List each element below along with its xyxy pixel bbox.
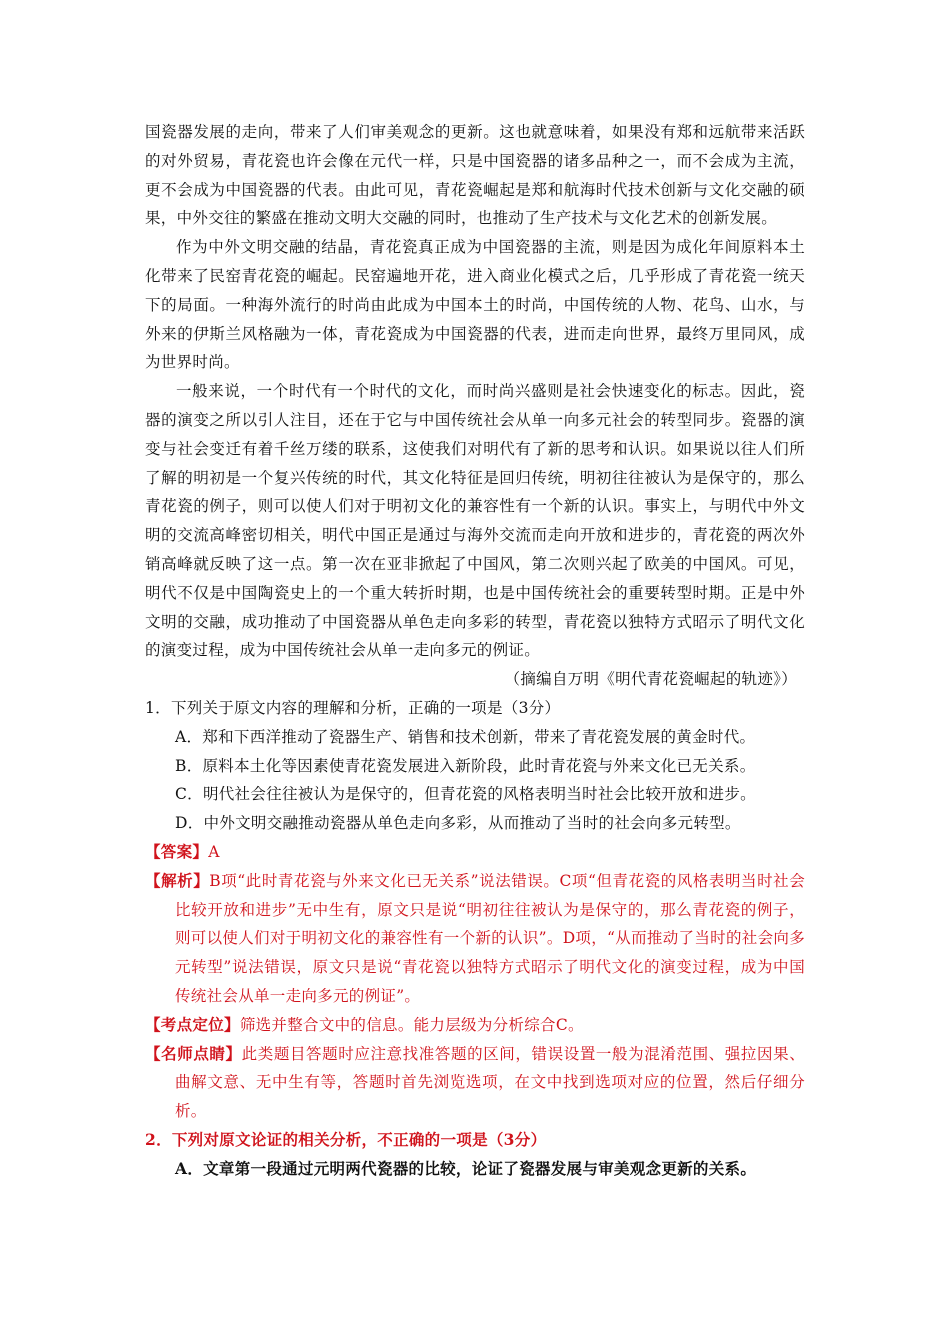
analysis-block (145, 867, 805, 1011)
question-1-option-c: C．明代社会往往被认为是保守的，但青花瓷的风格表明当时社会比较开放和进步。 (175, 785, 756, 804)
kaodian-tag: 【考点定位】 (145, 1014, 240, 1034)
question-1-option-a: A．郑和下西洋推动了瓷器生产、销售和技术创新，带来了青花瓷发展的黄金时代。 (175, 727, 756, 746)
kaodian-text: 筛选并整合文中的信息。能力层级为分析综合C。 (239, 1015, 584, 1034)
passage-source: （摘编自万明《明代青花瓷崛起的轨迹》） (504, 670, 797, 689)
kaodian-block (145, 1011, 805, 1040)
passage-paragraph-1: 国瓷器发展的走向，带来了人们审美观念的更新。这也就意味着，如果没有郑和远航带来活跃的对外贸易，青花瓷也许会像在元代一样，只是中国瓷器的诸多品种之一，而不会成为主流，更不会成为中国瓷器的代表。由此可见，青花瓷崛起是郑和航海时代技术创新与文化交融的硕果，中外交往的繁盛在推动文明大交融的同时，也推动了生产技术与文化艺术的创新发展。 (145, 123, 805, 228)
document-content (145, 118, 805, 1183)
question-2-stem: 2．下列对原文论证的相关分析，不正确的一项是（3分） (145, 1129, 547, 1149)
question-1-option-b: B．原料本土化等因素使青花瓷发展进入新阶段，此时青花瓷与外来文化已无关系。 (175, 756, 756, 775)
analysis-tag: 【解析】 (145, 870, 210, 890)
tips-text: 此类题目答题时应注意找准答题的区间，错误设置一般为混淆范围、强拉因果、曲解文意、无中生有等，答题时首先浏览选项，在文中找到选项对应的位置，然后仔细分析。 (175, 1044, 805, 1121)
answer-tag: 【答案】 (145, 841, 209, 861)
passage-paragraph-2: 作为中外文明交融的结晶，青花瓷真正成为中国瓷器的主流，则是因为成化年间原料本土化带来了民窑青花瓷的崛起。民窑遍地开花，进入商业化模式之后，几乎形成了青花瓷一统天下的局面。一种海外流行的时尚由此成为中国本土的时尚，中国传统的人物、花鸟、山水，与外来的伊斯兰风格融为一体，青花瓷成为中国瓷器的代表，进而走向世界，最终万里同风，成为世界时尚。 (145, 238, 805, 372)
question-1-option-d: D．中外文明交融推动瓷器从单色走向多彩，从而推动了当时的社会向多元转型。 (175, 814, 741, 833)
answer-line (145, 838, 805, 867)
passage-paragraph-3: 一般来说，一个时代有一个时代的文化，而时尚兴盛则是社会快速变化的标志。因此，瓷器的演变之所以引人注目，还在于它与中国传统社会从单一向多元社会的转型同步。瓷器的演变与社会变迁有着千丝万缕的联系，这使我们对明代有了新的思考和认识。如果说以往人们所了解的明初是一个复兴传统的时代，其文化特征是回归传统，明初往往被认为是保守的，那么青花瓷的例子，则可以使人们对于明初文化的兼容性有一个新的认识。事实上，与明代中外文明的交流高峰密切相关，明代中国正是通过与海外交流而走向开放和进步的，青花瓷的两次外销高峰就反映了这一点。第一次在亚非掀起了中国风，第二次则兴起了欧美的中国风。可见，明代不仅是中国陶瓷史上的一个重大转折时期，也是中国传统社会的重要转型时期。正是中外文明的交融，成功推动了中国瓷器从单色走向多彩的转型，青花瓷以独特方式昭示了明代文化的演变过程，成为中国传统社会从单一走向多元的例证。 (145, 382, 805, 660)
analysis-text: B项“此时青花瓷与外来文化已无关系”说法错误。C项“但青花瓷的风格表明当时社会比较开放和进步”无中生有，原文只是说“明初往往被认为是保守的，那么青花瓷的例子，则可以使人们对于明初文化的兼容性有一个新的认识”。D项，“从而推动了当时的社会向多元转型”说法错误，原文只是说“青花瓷以独特方式昭示了明代文化的演变过程，成为中国传统社会从单一走向多元的例证”。 (175, 871, 805, 1005)
question-2-option-a: A．文章第一段通过元明两代瓷器的比较，论证了瓷器发展与审美观念更新的关系。 (175, 1158, 757, 1178)
answer-value: A (208, 842, 220, 861)
tips-tag: 【名师点睛】 (145, 1043, 242, 1063)
question-1-stem: 1．下列关于原文内容的理解和分析，正确的一项是（3分） (145, 698, 561, 717)
tips-block (145, 1040, 805, 1126)
